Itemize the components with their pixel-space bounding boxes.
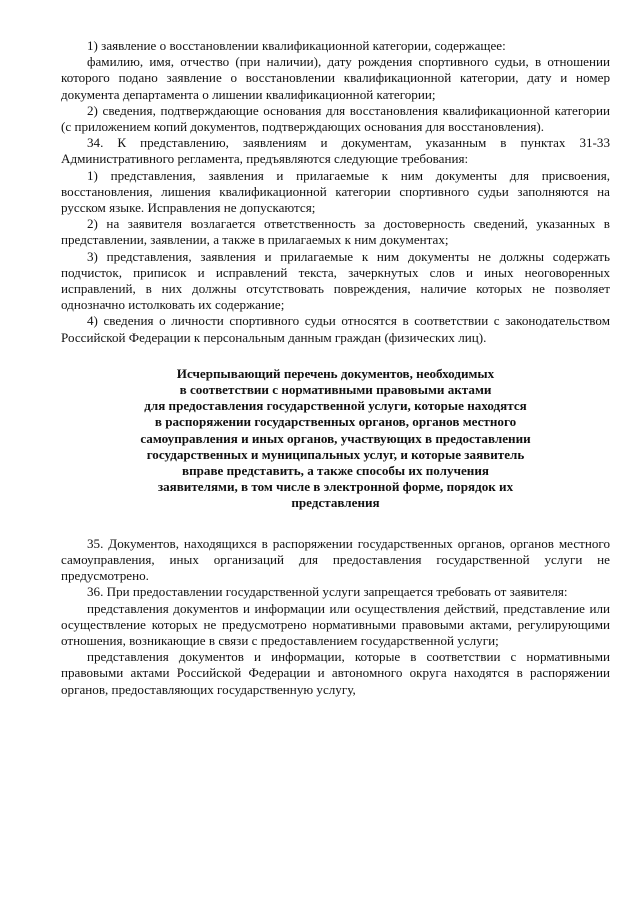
heading-line: для предоставления государственной услуги, которые находятся <box>144 398 527 414</box>
section-heading <box>61 366 610 512</box>
paragraph-36-requirement-1: представления документов и информации или осуществления действий, представление или осуществление которых не предусмотрено нормативными правовыми актами, регулирующими отношения, возникающие в связи с предоставлением государственной услуги; <box>61 600 610 648</box>
heading-line: в соответствии с нормативными правовыми актами <box>179 382 492 398</box>
paragraph-applicant-details: фамилию, имя, отчество (при наличии), дату рождения спортивного судьи, в отношении которого подано заявление о восстановлении квалификационной категории, дату и номер документа департамента о лишении квалификационной категории; <box>61 54 610 102</box>
heading-line: в распоряжении государственных органов, органов местного <box>154 414 517 430</box>
document-page <box>61 38 610 698</box>
paragraph-item-1: 1) заявление о восстановлении квалификационной категории, содержащее: <box>87 38 506 53</box>
heading-line: заявителями, в том числе в электронной форме, порядок их <box>157 479 514 495</box>
paragraph-35: 35. Документов, находящихся в распоряжении государственных органов, органов местного самоуправления, иных организаций для предоставления государственной услуги не предусмотрено. <box>61 535 610 584</box>
paragraph-34-item-1: 1) представления, заявления и прилагаемые к ним документы для присвоения, восстановления, лишения квалификационной категории спортивного судьи заполняются на русском языке. Исправления не допускаются; <box>61 167 610 216</box>
heading-line: представления <box>291 495 380 511</box>
paragraph-34: 34. К представлению, заявлениям и документам, указанным в пунктах 31-33 Административного регламента, предъявляются следующие требования: <box>61 135 610 167</box>
heading-line: Исчерпывающий перечень документов, необходимых <box>176 365 495 381</box>
paragraph-34-item-4: 4) сведения о личности спортивного судьи относятся в соответствии с законодательством Российской Федерации к персональным данным граждан (физических лиц). <box>61 313 610 345</box>
heading-line: вправе представить, а также способы их получения <box>182 463 489 479</box>
paragraph-36-requirement-2: представления документов и информации, которые в соответствии с нормативными правовыми актами Российской Федерации и автономного округа находятся в распоряжении органов, предоставляющих государственную услугу, <box>61 649 610 697</box>
paragraph-item-2: 2) сведения, подтверждающие основания для восстановления квалификационной категории (с приложением копий документов, подтверждающих основания для восстановления). <box>61 102 610 135</box>
paragraph-36: 36. При предоставлении государственной услуги запрещается требовать от заявителя: <box>87 584 568 600</box>
paragraph-34-item-3: 3) представления, заявления и прилагаемые к ним документы не должны содержать подчисток, приписок и исправлений текста, зачеркнутых слов и иных неоговоренных исправлений, в них должны отсутствовать повреждения, наличие которых не позволяет однозначно истолковать их содержание; <box>61 248 610 313</box>
heading-line: государственных и муниципальных услуг, и которые заявитель <box>146 446 525 462</box>
heading-line: самоуправления и иных органов, участвующих в предоставлении <box>140 430 531 446</box>
paragraph-34-item-2: 2) на заявителя возлагается ответственность за достоверность сведений, указанных в представлении, заявлении, а также в прилагаемых к ним документах; <box>61 216 610 248</box>
